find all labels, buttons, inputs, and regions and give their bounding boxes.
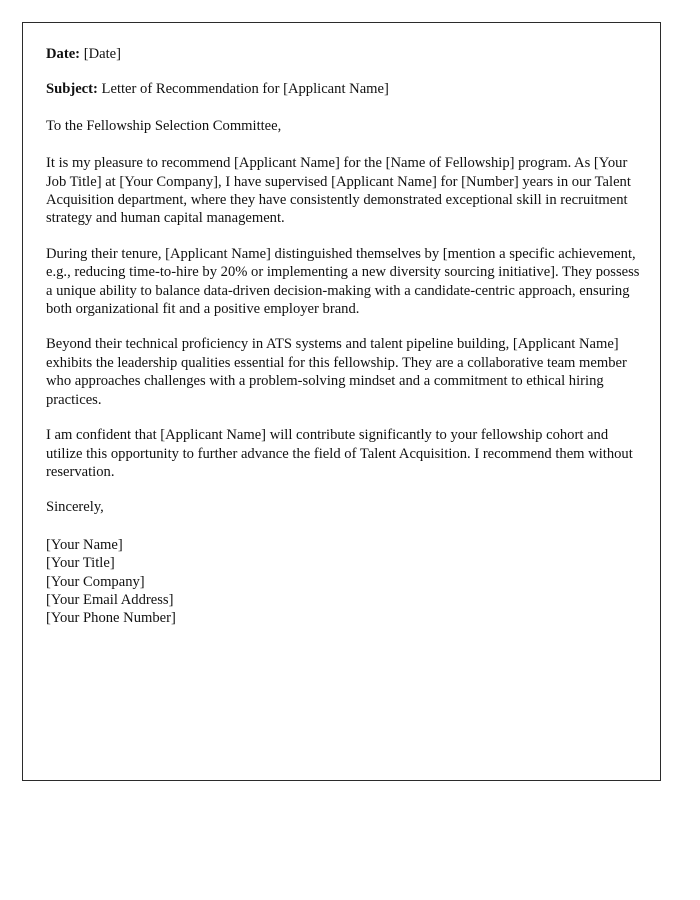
signature-line-email: [Your Email Address] — [46, 591, 174, 608]
body-paragraph-1: It is my pleasure to recommend [Applicant Name] for the [Name of Fellowship] program. As [Your Job Title] at [Your Company], I have supervised [Applicant Name] for [Number] years in our Talent Acquisition department, where they have consistently demonstrated exceptional skill in recruitment strategy and human capital management. — [46, 155, 631, 227]
salutation-line: To the Fellowship Selection Committee, — [46, 117, 282, 134]
date-label: Date: — [46, 46, 81, 62]
signature-line-phone: [Your Phone Number] — [46, 610, 176, 627]
closing-line: Sincerely, — [46, 499, 104, 516]
signature-line-title: [Your Title] — [46, 555, 115, 572]
body-paragraph-3: Beyond their technical proficiency in ATS systems and talent pipeline building, [Applicant Name] exhibits the leadership qualities essential for this fellowship. They are a collaborative team member who approaches challenges with a problem-solving mindset and a commitment to ethical hiring practices. — [46, 336, 627, 408]
subject-value: Letter of Recommendation for [Applicant Name] — [101, 81, 389, 98]
body-paragraph-4: I am confident that [Applicant Name] will contribute significantly to your fellowship cohort and utilize this opportunity to further advance the field of Talent Acquisition. I recommend them without reservation. — [46, 427, 633, 480]
document-page — [22, 22, 661, 781]
date-value: [Date] — [83, 46, 121, 62]
body-paragraph-2: During their tenure, [Applicant Name] distinguished themselves by [mention a specific achievement, e.g., reducing time-to-hire by 20% or implementing a new diversity sourcing initiative]. They possess a unique ability to balance data-driven decision-making with a candidate-centric approach, ensuring both organizational fit and a positive employer brand. — [46, 245, 640, 318]
subject-label: Subject: — [46, 81, 98, 98]
letter-content — [46, 45, 642, 628]
subject-line — [46, 80, 642, 98]
signature-line-name: [Your Name] — [46, 536, 123, 553]
date-line — [46, 45, 642, 63]
signature-line-company: [Your Company] — [46, 573, 145, 590]
signature-block — [46, 536, 642, 628]
